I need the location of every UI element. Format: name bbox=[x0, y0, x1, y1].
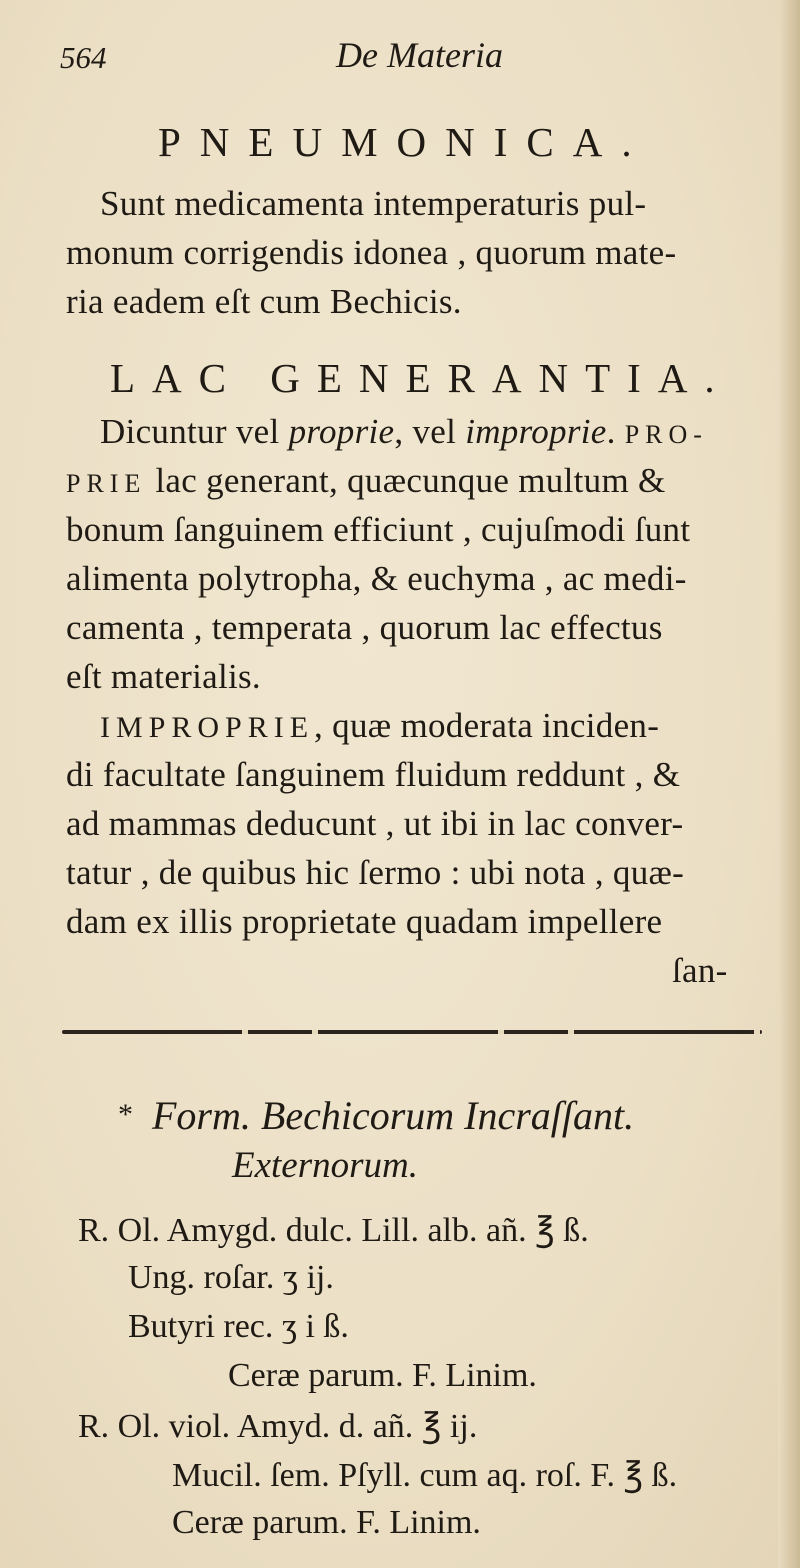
italic-term: proprie bbox=[288, 412, 395, 451]
text-line: di facultate ſanguinem fluidum reddunt , & bbox=[66, 755, 681, 794]
recipe-line: Ceræ parum. F. Linim. bbox=[228, 1357, 537, 1394]
text-span: , quæ moderata inciden- bbox=[314, 706, 660, 745]
text-line bbox=[100, 412, 708, 452]
text-line bbox=[100, 706, 659, 746]
text-line: eſt materialis. bbox=[66, 657, 261, 696]
text-span: , vel bbox=[394, 412, 466, 451]
text-line: camenta , temperata , quorum lac effectus bbox=[66, 608, 663, 647]
footnote-title: Form. Bechicorum Incraſſant. bbox=[152, 1093, 635, 1138]
small-caps-term: PRO- bbox=[624, 420, 708, 449]
recipe-line: Mucil. ſem. Pſyll. cum aq. roſ. F. ℥ ß. bbox=[172, 1457, 678, 1494]
text-line: bonum ſanguinem efficiunt , cujuſmodi ſunt bbox=[66, 510, 691, 549]
recipe-line: Ceræ parum. F. Linim. bbox=[172, 1504, 481, 1541]
recipe-line: Butyri rec. ʒ i ß. bbox=[128, 1308, 349, 1345]
recipe-line: R. Ol. Amygd. dulc. Lill. alb. añ. ℥ ß. bbox=[78, 1212, 589, 1249]
catchword: ſan- bbox=[672, 951, 728, 990]
section-heading-pneumonica: PNEUMONICA. bbox=[158, 119, 651, 165]
small-caps-term: IMPROPRIE bbox=[100, 711, 315, 744]
text-span: lac generant, quæcunque multum & bbox=[146, 461, 666, 500]
text-span: . bbox=[606, 412, 625, 451]
text-line: tatur , de quibus hic ſermo : ubi nota , quæ- bbox=[66, 853, 685, 892]
small-caps-term: PRIE bbox=[66, 469, 147, 498]
text-line: Sunt medicamenta intemperaturis pul- bbox=[100, 184, 647, 223]
recipe-line: R. Ol. viol. Amyd. d. añ. ℥ ij. bbox=[78, 1408, 478, 1445]
recipe-line: Ung. roſar. ʒ ij. bbox=[128, 1259, 334, 1296]
footnote-subtitle: Externorum. bbox=[232, 1145, 418, 1186]
italic-term: improprie bbox=[465, 412, 607, 451]
text-line: ria eadem eſt cum Bechicis. bbox=[66, 282, 462, 321]
page-edge bbox=[778, 0, 800, 1568]
running-title: De Materia bbox=[336, 35, 503, 75]
section-heading-lac-generantia: LAC GENERANTIA. bbox=[110, 355, 732, 401]
text-line bbox=[66, 461, 666, 501]
footnote-rule bbox=[62, 1030, 762, 1034]
text-line: dam ex illis proprietate quadam impellere bbox=[66, 902, 663, 941]
footnote-marker: * bbox=[118, 1098, 133, 1131]
page-number: 564 bbox=[60, 40, 107, 75]
text-line: alimenta polytropha, & euchyma , ac medi- bbox=[66, 559, 687, 598]
text-line: ad mammas deducunt , ut ibi in lac conver- bbox=[66, 804, 684, 843]
text-line: monum corrigendis idonea , quorum mate- bbox=[66, 233, 677, 272]
text-span: Dicuntur vel bbox=[100, 412, 289, 451]
